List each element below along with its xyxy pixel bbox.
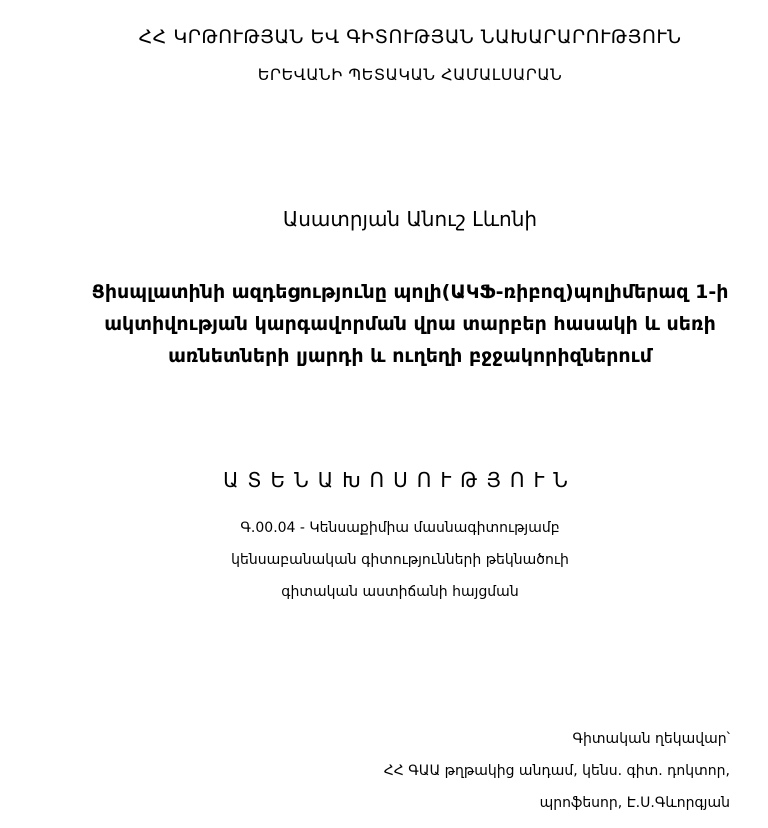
supervisor-label: Գիտական ղեկավար՝ [572,731,730,747]
specialty-line-1: Գ.00.04 - Կենսաքիմիա մասնագիտությամբ [240,520,560,536]
specialty-line-3: գիտական աստիճանի հայցման [281,584,519,600]
thesis-title-text: Ցիսպլատինի ազդեցությունը պոլի(ԱԿՖ-ռիբոզ)պոլիմերազ 1-ի ակտիվության կարգավորման վրա տարբեր հասակի և սեռի առնետների լյարդի և ուղեղի բջջակորիզներում [91,281,729,367]
document-type: ԱՏԵՆԱԽՈՍՈՒԹՅՈՒՆ [223,468,577,492]
specialty-line-2: կենսաբանական գիտությունների թեկնածուի [231,552,569,568]
university-heading: ԵՐԵՎԱՆԻ ՊԵՏԱԿԱՆ ՀԱՄԱԼՍԱՐԱՆ [257,65,563,84]
supervisor-name: պրոֆեսոր, Է.Ս.Գևորգյան [539,795,730,811]
ministry-heading: ՀՀ ԿՐԹՈՒԹՅԱՆ ԵՎ ԳԻՏՈՒԹՅԱՆ ՆԱԽԱՐԱՐՈՒԹՅՈՒՆ [138,26,682,48]
author-name: Ասատրյան Անուշ Լևոնի [282,207,538,231]
thesis-title [90,276,730,372]
supervisor-position: ՀՀ ԳԱԱ թղթակից անդամ, կենս. գիտ. դոկտոր, [383,763,730,779]
